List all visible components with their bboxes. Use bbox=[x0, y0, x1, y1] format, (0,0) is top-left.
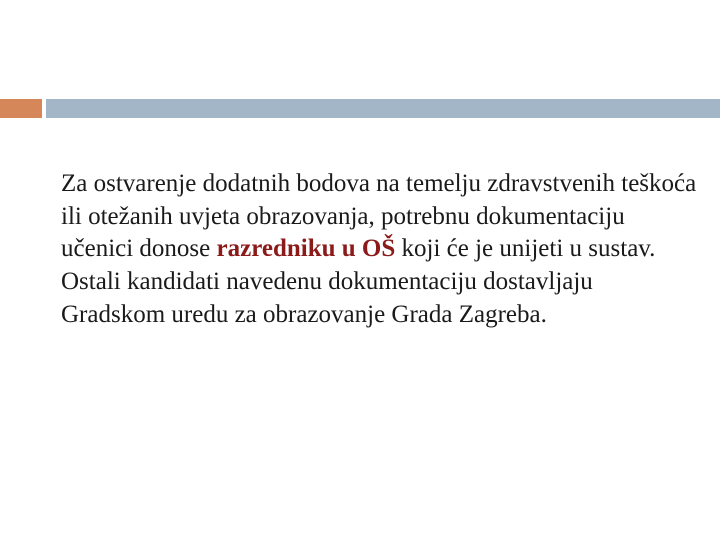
body-paragraph bbox=[61, 168, 701, 332]
header-accent-blue-bar bbox=[46, 99, 720, 118]
header-accent-orange-bar bbox=[0, 99, 42, 118]
highlight-u-os: u OŠ bbox=[341, 235, 396, 263]
paragraph-text-part-1: Za ostvarenje dodatnih bodova na temelju zdravstvenih teškoća ili otežanih uvjeta obrazovanja, potrebnu dokumentaciju učenici donose bbox=[61, 170, 697, 263]
highlight-razredniku: razredniku bbox=[216, 235, 336, 263]
paragraph-text-part-3: koji će je unijeti u sustav. Ostali kandidati navedenu dokumentaciju dostavljaju Gradskom uredu za obrazovanje Grada Zagreba. bbox=[61, 235, 656, 328]
